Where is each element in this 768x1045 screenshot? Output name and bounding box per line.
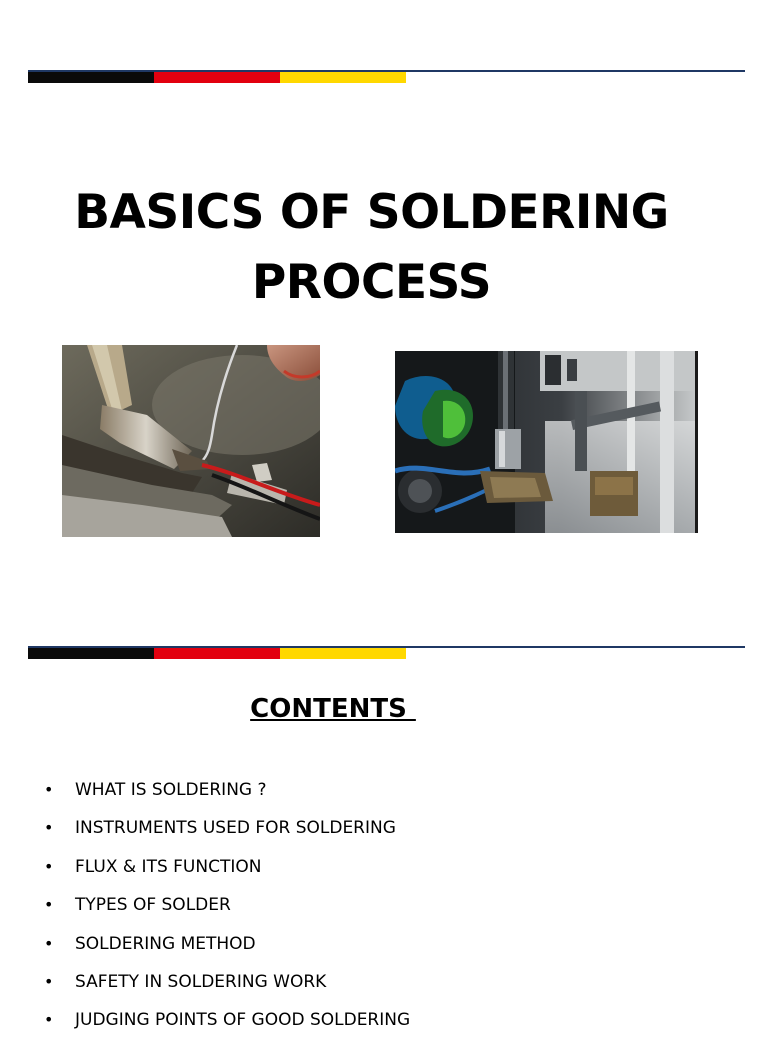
title-line-1: BASICS OF SOLDERING [74, 185, 669, 240]
list-item-label: SOLDERING METHOD [75, 933, 256, 954]
list-item-label: WHAT IS SOLDERING ? [75, 780, 267, 800]
stripe-red [154, 72, 280, 83]
contents-slide [0, 620, 768, 1031]
list-item-label: TYPES OF SOLDER [75, 895, 231, 916]
bullet-icon: • [44, 1010, 54, 1030]
list-item-label: FLUX & ITS FUNCTION [75, 856, 262, 877]
list-item-label: JUDGING POINTS OF GOOD SOLDERING [75, 1010, 411, 1031]
list-item [44, 1006, 410, 1044]
soldering-machine-photo [395, 351, 698, 533]
list-item-label: SAFETY IN SOLDERING WORK [75, 971, 327, 992]
hand-soldering-photo [62, 345, 320, 537]
slide-title [0, 178, 743, 318]
contents-list [44, 776, 410, 1045]
bullet-icon: • [44, 818, 54, 838]
list-item [44, 853, 410, 891]
title-line-2: PROCESS [251, 255, 492, 310]
list-item-label: INSTRUMENTS USED FOR SOLDERING [75, 818, 396, 839]
list-item [44, 776, 410, 814]
color-stripe [28, 648, 406, 659]
bullet-icon: • [44, 933, 54, 953]
contents-heading: CONTENTS [250, 694, 416, 724]
bullet-icon: • [44, 971, 54, 991]
list-item [44, 968, 410, 1006]
list-item [44, 891, 410, 929]
stripe-yellow [280, 648, 406, 659]
list-item [44, 814, 410, 852]
bullet-icon: • [44, 780, 54, 799]
stripe-black [28, 72, 154, 83]
bullet-icon: • [44, 895, 54, 915]
color-stripe [28, 72, 406, 83]
stripe-black [28, 648, 154, 659]
bullet-icon: • [44, 856, 54, 876]
stripe-red [154, 648, 280, 659]
stripe-yellow [280, 72, 406, 83]
list-item [44, 930, 410, 968]
